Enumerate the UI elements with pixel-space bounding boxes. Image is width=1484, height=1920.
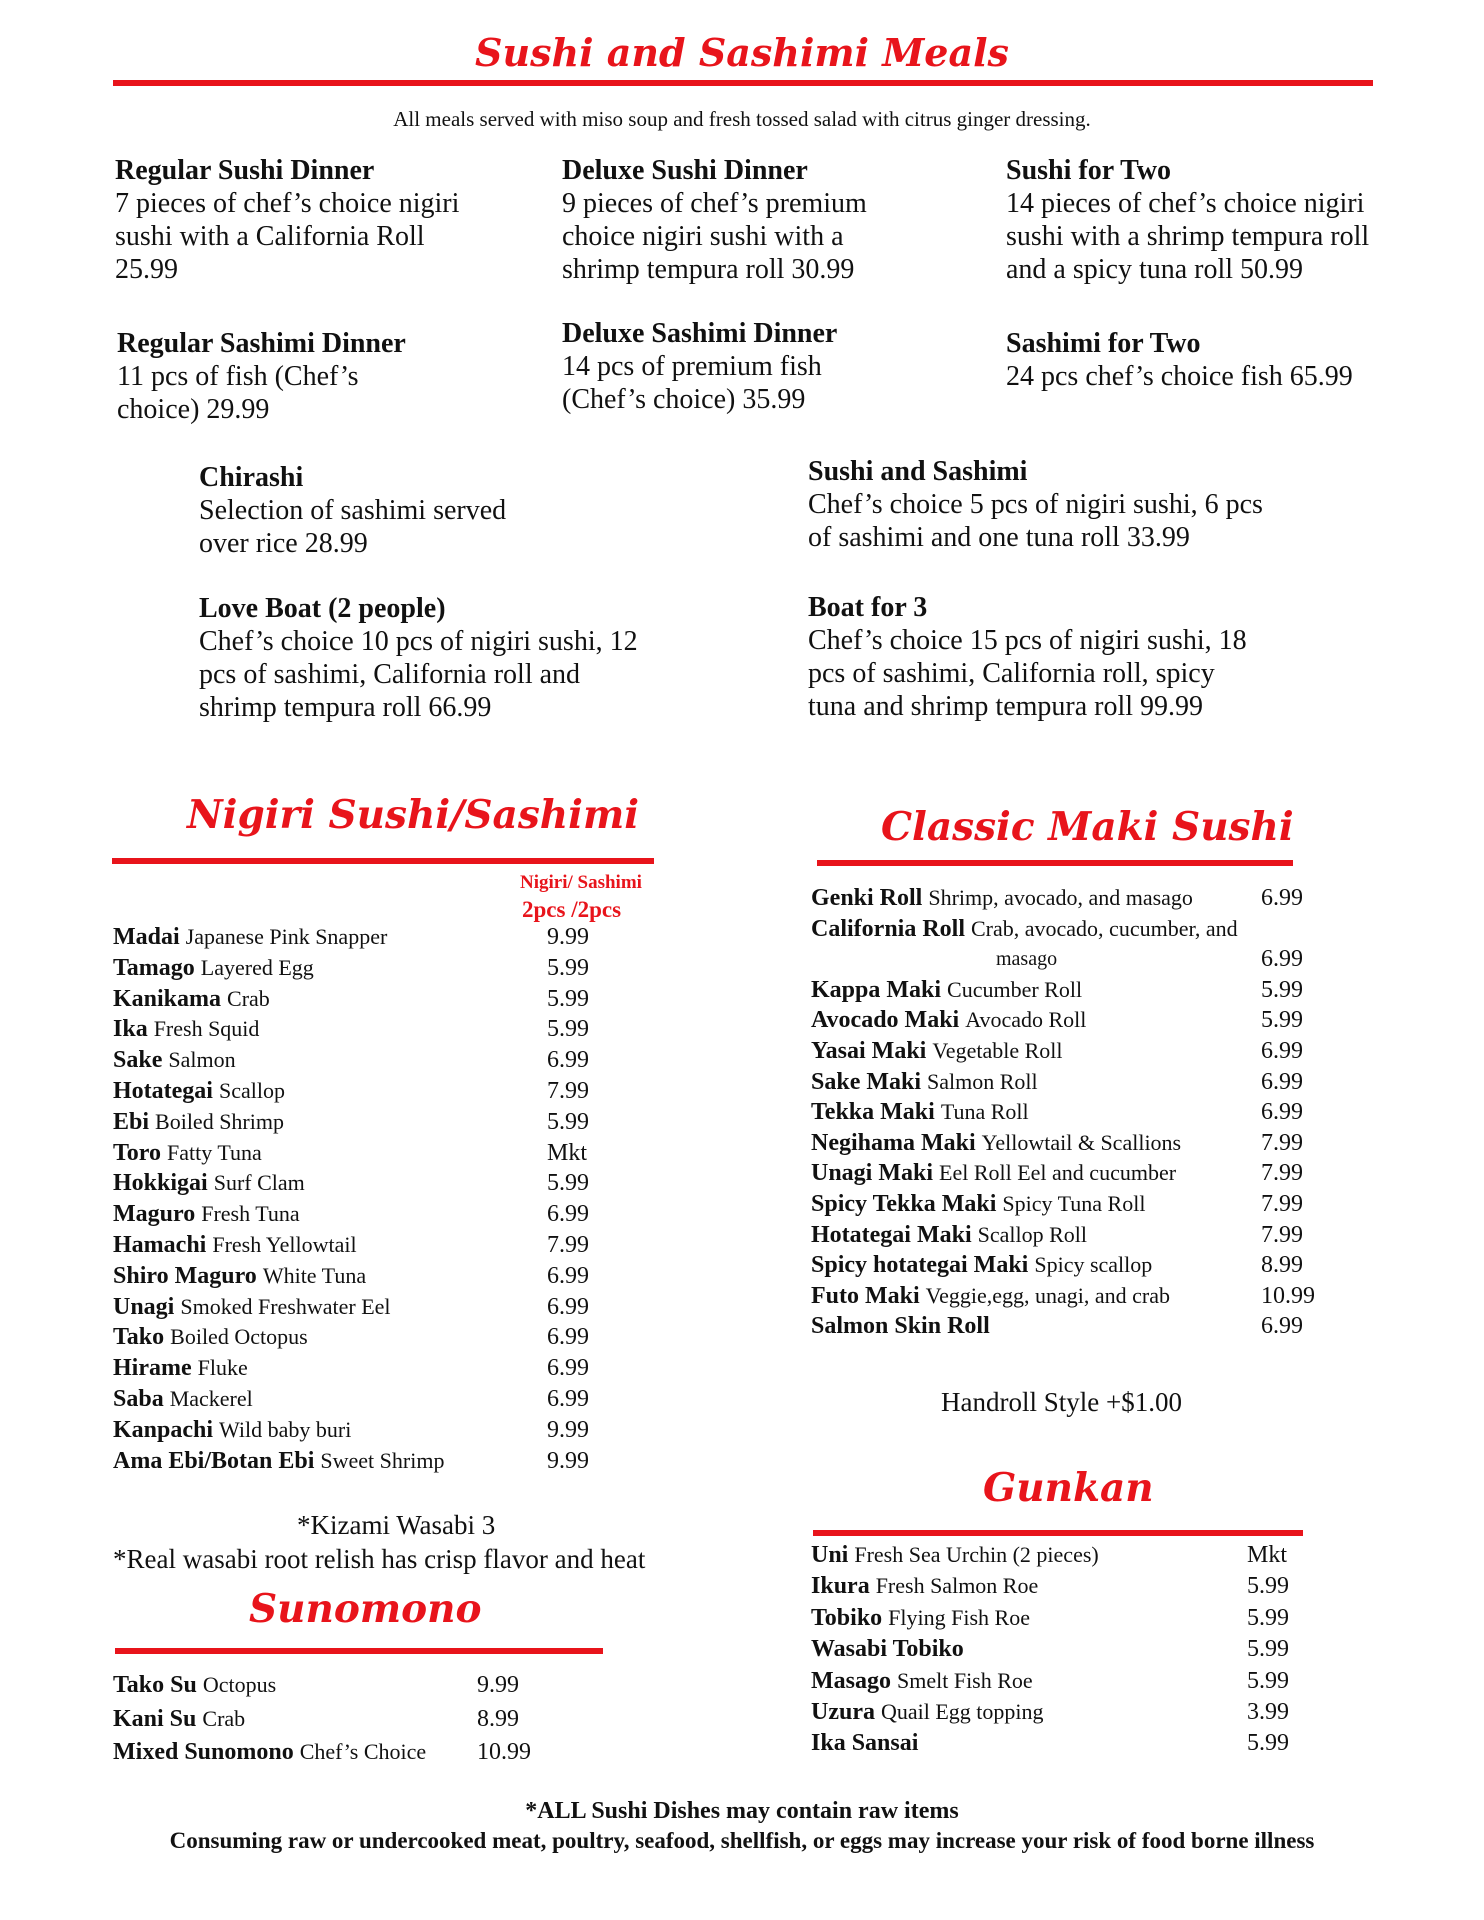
maki-section-title: Classic Maki Sushi	[881, 804, 1294, 850]
meal-desc-line: sushi with a California Roll	[115, 221, 425, 252]
meal-desc-line: Chef’s choice 5 pcs of nigiri sushi, 6 pcs	[808, 489, 1263, 520]
item-price: 5.99	[1247, 1604, 1289, 1631]
item-name: Uzura	[811, 1699, 875, 1725]
item-description: Quail Egg topping	[880, 1699, 1044, 1724]
item-price: 10.99	[477, 1739, 531, 1765]
item-description: Tuna Roll	[940, 1099, 1029, 1125]
nigiri-row	[113, 1045, 637, 1075]
real-wasabi-note: *Real wasabi root relish has crisp flavor and heat	[113, 1544, 646, 1574]
item-price: 6.99	[1261, 946, 1303, 973]
meal-price-line: 25.99	[115, 254, 178, 285]
title-rule	[113, 80, 1373, 86]
item-price: 5.99	[1261, 976, 1303, 1003]
item-price: 6.99	[1261, 885, 1303, 911]
maki-row	[811, 1005, 1351, 1035]
item-name: Spicy Tekka Maki	[811, 1191, 997, 1217]
item-name: Sake	[113, 1047, 163, 1074]
item-price: 5.99	[547, 954, 589, 981]
item-description: Scallop	[218, 1078, 285, 1103]
meal-desc-line: 7 pieces of chef’s choice nigiri	[115, 188, 460, 219]
item-name: Hirame	[113, 1355, 192, 1382]
item-description: Scallop Roll	[977, 1221, 1088, 1247]
raw-items-warning: *ALL Sushi Dishes may contain raw items	[525, 1798, 959, 1824]
item-description: Salmon Roll	[927, 1068, 1038, 1094]
meal-sushi-and-sashimi	[808, 455, 1263, 554]
sunomono-rule	[115, 1648, 603, 1654]
meal-name: Deluxe Sashimi Dinner	[562, 318, 838, 349]
item-name: Ama Ebi/Botan Ebi	[113, 1447, 315, 1474]
nigiri-row	[113, 1292, 637, 1322]
item-price: 6.99	[1261, 1313, 1303, 1340]
maki-row	[811, 1097, 1351, 1127]
nigiri-column-subheader: 2pcs /2pcs	[522, 897, 622, 922]
item-name: Hotategai	[113, 1078, 213, 1104]
item-price: Mkt	[547, 1139, 588, 1166]
item-price: Mkt	[1247, 1542, 1288, 1568]
item-price: 6.99	[1261, 1068, 1303, 1095]
maki-row	[811, 1128, 1351, 1158]
maki-rule	[817, 860, 1293, 866]
item-name: Futo Maki	[811, 1282, 920, 1309]
item-price: 5.99	[547, 1170, 589, 1197]
nigiri-row	[113, 1230, 637, 1260]
item-name: Madai	[113, 924, 180, 950]
nigiri-column-header: Nigiri/ Sashimi	[520, 872, 642, 893]
item-name: Avocado Maki	[811, 1007, 960, 1034]
item-description: Fatty Tuna	[167, 1139, 262, 1165]
gunkan-section-title: Gunkan	[983, 1465, 1154, 1511]
item-name: Yasai Maki	[811, 1038, 927, 1064]
meal-boat-for-3	[808, 591, 1247, 723]
item-price: 5.99	[1247, 1730, 1289, 1757]
item-price: 6.99	[547, 1386, 589, 1412]
item-description: Spicy Tuna Roll	[1002, 1191, 1146, 1216]
meal-deluxe-sushi-dinner	[562, 154, 867, 286]
item-description: Eel Roll Eel and cucumber	[939, 1160, 1177, 1186]
meal-desc-line: pcs of sashimi, California roll and	[199, 659, 581, 690]
gunkan-row	[811, 1603, 1337, 1633]
item-price: 5.99	[1247, 1573, 1289, 1600]
nigiri-row	[113, 1415, 637, 1445]
item-name: Unagi Maki	[811, 1160, 934, 1187]
item-name: Genki Roll	[811, 885, 923, 911]
item-name: Ika Sansai	[811, 1730, 919, 1757]
item-price: 5.99	[1247, 1667, 1289, 1694]
nigiri-row	[113, 1353, 637, 1383]
meal-name: Love Boat (2 people)	[199, 593, 446, 624]
meal-desc-line: Chef’s choice 15 pcs of nigiri sushi, 18	[808, 625, 1247, 656]
maki-row	[811, 1250, 1351, 1280]
nigiri-row	[113, 922, 637, 952]
meal-sashimi-for-two	[1006, 327, 1353, 393]
maki-row	[811, 975, 1351, 1005]
meal-desc-line: choice) 29.99	[117, 394, 270, 425]
item-description: Mackerel	[169, 1386, 253, 1411]
gunkan-row	[811, 1697, 1337, 1727]
item-price: 9.99	[547, 924, 589, 950]
item-description: Avocado Roll	[965, 1007, 1087, 1033]
handroll-note: Handroll Style +$1.00	[941, 1387, 1182, 1417]
meal-desc-line: pcs of sashimi, California roll, spicy	[808, 658, 1215, 689]
maki-row	[811, 1311, 1351, 1341]
item-price: 6.99	[547, 1201, 589, 1228]
meal-name: Sashimi for Two	[1006, 328, 1201, 359]
item-name: Masago	[811, 1667, 891, 1694]
item-description: Fresh Salmon Roe	[875, 1573, 1039, 1599]
item-price: 5.99	[1247, 1636, 1289, 1663]
meal-name: Deluxe Sushi Dinner	[562, 155, 808, 186]
nigiri-row	[113, 1446, 637, 1476]
item-description: Fresh Yellowtail	[212, 1232, 357, 1257]
item-description: Salmon	[168, 1047, 236, 1073]
item-description: Veggie,egg, unagi, and crab	[925, 1282, 1171, 1308]
item-name: Negihama Maki	[811, 1129, 976, 1156]
item-price: 9.99	[547, 1416, 589, 1443]
item-description: Shrimp, avocado, and masago	[928, 885, 1193, 910]
meal-regular-sashimi-dinner	[117, 327, 406, 426]
gunkan-row	[811, 1540, 1337, 1570]
maki-row	[811, 1281, 1351, 1311]
meal-name: Sushi and Sashimi	[808, 456, 1028, 487]
meal-desc-line: shrimp tempura roll 30.99	[562, 254, 855, 285]
meal-desc-line: over rice 28.99	[199, 528, 368, 559]
meal-desc-line: shrimp tempura roll 66.99	[199, 692, 492, 723]
item-price: 8.99	[1261, 1252, 1303, 1279]
meal-desc-line: sushi with a shrimp tempura roll	[1006, 221, 1370, 252]
meal-love-boat	[199, 592, 638, 724]
meal-desc-line: Chef’s choice 10 pcs of nigiri sushi, 12	[199, 626, 638, 657]
meal-sushi-for-two	[1006, 154, 1369, 286]
meal-desc-line: (Chef’s choice) 35.99	[562, 384, 806, 415]
item-price: 3.99	[1247, 1699, 1289, 1725]
item-description: Fluke	[197, 1355, 248, 1381]
item-name: Wasabi Tobiko	[811, 1636, 964, 1663]
meal-desc-line: Selection of sashimi served	[199, 495, 507, 526]
meal-regular-sushi-dinner	[115, 154, 459, 286]
gunkan-rule	[813, 1530, 1303, 1536]
gunkan-row	[811, 1666, 1337, 1696]
meal-name: Regular Sushi Dinner	[115, 155, 375, 186]
item-price: 7.99	[547, 1078, 589, 1104]
item-description: Crab, avocado, cucumber, and	[971, 915, 1238, 941]
item-description: Layered Egg	[200, 954, 314, 980]
gunkan-row	[811, 1571, 1337, 1601]
meal-name: Regular Sashimi Dinner	[117, 328, 406, 359]
item-description: Octopus	[202, 1672, 277, 1697]
item-description: White Tuna	[262, 1262, 367, 1288]
item-price: 6.99	[547, 1262, 589, 1289]
page-title: Sushi and Sashimi Meals	[475, 30, 1009, 75]
item-price: 9.99	[477, 1672, 519, 1698]
item-name: Tekka Maki	[811, 1099, 935, 1126]
item-price: 5.99	[1261, 1007, 1303, 1034]
maki-row	[811, 1067, 1351, 1097]
item-description: Chef’s Choice	[299, 1739, 427, 1764]
item-name: Unagi	[113, 1293, 175, 1320]
nigiri-row	[113, 1107, 637, 1137]
meal-name: Sushi for Two	[1006, 155, 1171, 186]
nigiri-row	[113, 984, 637, 1014]
item-name: Kappa Maki	[811, 976, 942, 1003]
sunomono-row	[113, 1704, 567, 1734]
item-name: Tamago	[113, 954, 195, 981]
item-name: Spicy hotategai Maki	[811, 1252, 1029, 1279]
item-description: Flying Fish Roe	[888, 1604, 1030, 1630]
item-price: 7.99	[547, 1232, 589, 1258]
nigiri-row	[113, 1014, 637, 1044]
item-name: Hamachi	[113, 1232, 207, 1258]
item-price: 6.99	[1261, 1038, 1303, 1064]
item-name: Ikura	[811, 1573, 870, 1600]
meal-desc-line: 24 pcs chef’s choice fish 65.99	[1006, 361, 1353, 392]
meal-name: Boat for 3	[808, 592, 928, 623]
nigiri-row	[113, 1261, 637, 1291]
item-name: Hokkigai	[113, 1170, 208, 1197]
meal-desc-line: 9 pieces of chef’s premium	[562, 188, 867, 219]
meal-desc-line: choice nigiri sushi with a	[562, 221, 844, 252]
sunomono-row	[113, 1670, 567, 1700]
maki-row	[811, 1220, 1351, 1250]
meal-desc-line: of sashimi and one tuna roll 33.99	[808, 522, 1190, 553]
item-price: 5.99	[547, 1016, 589, 1043]
item-description: Japanese Pink Snapper	[185, 924, 388, 949]
food-illness-warning: Consuming raw or undercooked meat, poultry, seafood, shellfish, or eggs may increase your risk of food borne illness	[169, 1828, 1315, 1853]
item-description: Wild baby buri	[219, 1416, 352, 1442]
meal-chirashi	[199, 461, 506, 560]
item-price: 5.99	[547, 1108, 589, 1135]
meal-desc-line: 14 pieces of chef’s choice nigiri	[1006, 188, 1365, 219]
item-description: Crab	[202, 1705, 246, 1731]
item-name: Shiro Maguro	[113, 1262, 257, 1289]
item-description: Boiled Octopus	[170, 1324, 308, 1350]
gunkan-row	[811, 1728, 1337, 1758]
maki-row	[811, 1158, 1351, 1188]
nigiri-rule	[112, 858, 654, 864]
item-price: 10.99	[1261, 1282, 1315, 1309]
item-description: Smoked Freshwater Eel	[180, 1293, 391, 1319]
item-name: Kani Su	[113, 1705, 197, 1732]
item-price: 7.99	[1261, 1160, 1303, 1187]
meal-deluxe-sashimi-dinner	[562, 317, 837, 416]
item-description: Fresh Tuna	[201, 1201, 300, 1227]
item-name: Maguro	[113, 1201, 196, 1228]
item-name: Saba	[113, 1386, 164, 1412]
item-price: 9.99	[547, 1447, 589, 1474]
item-name: Tako Su	[113, 1672, 197, 1698]
meal-name: Chirashi	[199, 462, 304, 493]
nigiri-section-title: Nigiri Sushi/Sashimi	[187, 792, 640, 838]
item-price: 6.99	[547, 1047, 589, 1074]
item-name: Ebi	[113, 1108, 150, 1135]
item-description: Boiled Shrimp	[155, 1108, 284, 1134]
nigiri-row	[113, 1138, 637, 1168]
maki-row	[811, 914, 1351, 973]
item-description: Spicy scallop	[1034, 1252, 1153, 1278]
item-description: Crab	[227, 985, 270, 1011]
item-description: Smelt Fish Roe	[897, 1667, 1033, 1693]
maki-row	[811, 1036, 1351, 1066]
item-description-continued: masago	[996, 948, 1058, 971]
maki-row	[811, 1189, 1351, 1219]
gunkan-row	[811, 1634, 1337, 1664]
item-price: 7.99	[1261, 1191, 1303, 1217]
nigiri-row	[113, 953, 637, 983]
item-price: 6.99	[547, 1324, 589, 1351]
item-name: Tobiko	[811, 1604, 883, 1631]
item-name: Kanpachi	[113, 1416, 214, 1443]
item-name: Sake Maki	[811, 1068, 922, 1095]
item-name: California Roll	[811, 915, 965, 942]
item-name: Hotategai Maki	[811, 1221, 972, 1248]
nigiri-row	[113, 1322, 637, 1352]
meals-subtitle: All meals served with miso soup and fresh tossed salad with citrus ginger dressing.	[393, 107, 1091, 131]
item-description: Cucumber Roll	[947, 976, 1083, 1002]
meal-desc-line: tuna and shrimp tempura roll 99.99	[808, 691, 1204, 722]
item-description: Surf Clam	[213, 1170, 305, 1196]
nigiri-row	[113, 1168, 637, 1198]
item-name: Uni	[811, 1542, 849, 1568]
item-description: Yellowtail & Scallions	[981, 1129, 1182, 1155]
sunomono-row	[113, 1737, 567, 1767]
item-description: Fresh Squid	[153, 1016, 260, 1042]
item-price: 8.99	[477, 1705, 519, 1732]
item-price: 6.99	[547, 1355, 589, 1382]
maki-row	[811, 883, 1351, 913]
item-description: Fresh Sea Urchin (2 pieces)	[854, 1542, 1099, 1567]
meal-desc-line: 14 pcs of premium fish	[562, 351, 822, 382]
item-description: Vegetable Roll	[932, 1038, 1063, 1063]
item-price: 5.99	[547, 985, 589, 1012]
item-price: 7.99	[1261, 1129, 1303, 1156]
item-description: Sweet Shrimp	[320, 1447, 445, 1473]
sunomono-section-title: Sunomono	[249, 1586, 482, 1632]
item-price: 6.99	[1261, 1099, 1303, 1126]
item-name: Ika	[113, 1016, 148, 1043]
item-price: 7.99	[1261, 1221, 1303, 1248]
item-name: Salmon Skin Roll	[811, 1313, 990, 1340]
item-name: Mixed Sunomono	[113, 1739, 294, 1765]
kizami-wasabi-note: *Kizami Wasabi 3	[297, 1510, 496, 1540]
item-name: Kanikama	[113, 985, 222, 1012]
meal-desc-line: 11 pcs of fish (Chef’s	[117, 361, 359, 392]
item-name: Toro	[113, 1139, 162, 1166]
nigiri-row	[113, 1199, 637, 1229]
nigiri-row	[113, 1384, 637, 1414]
meal-desc-line: and a spicy tuna roll 50.99	[1006, 254, 1304, 285]
item-name: Tako	[113, 1324, 165, 1351]
nigiri-row	[113, 1076, 637, 1106]
item-price: 6.99	[547, 1293, 589, 1320]
